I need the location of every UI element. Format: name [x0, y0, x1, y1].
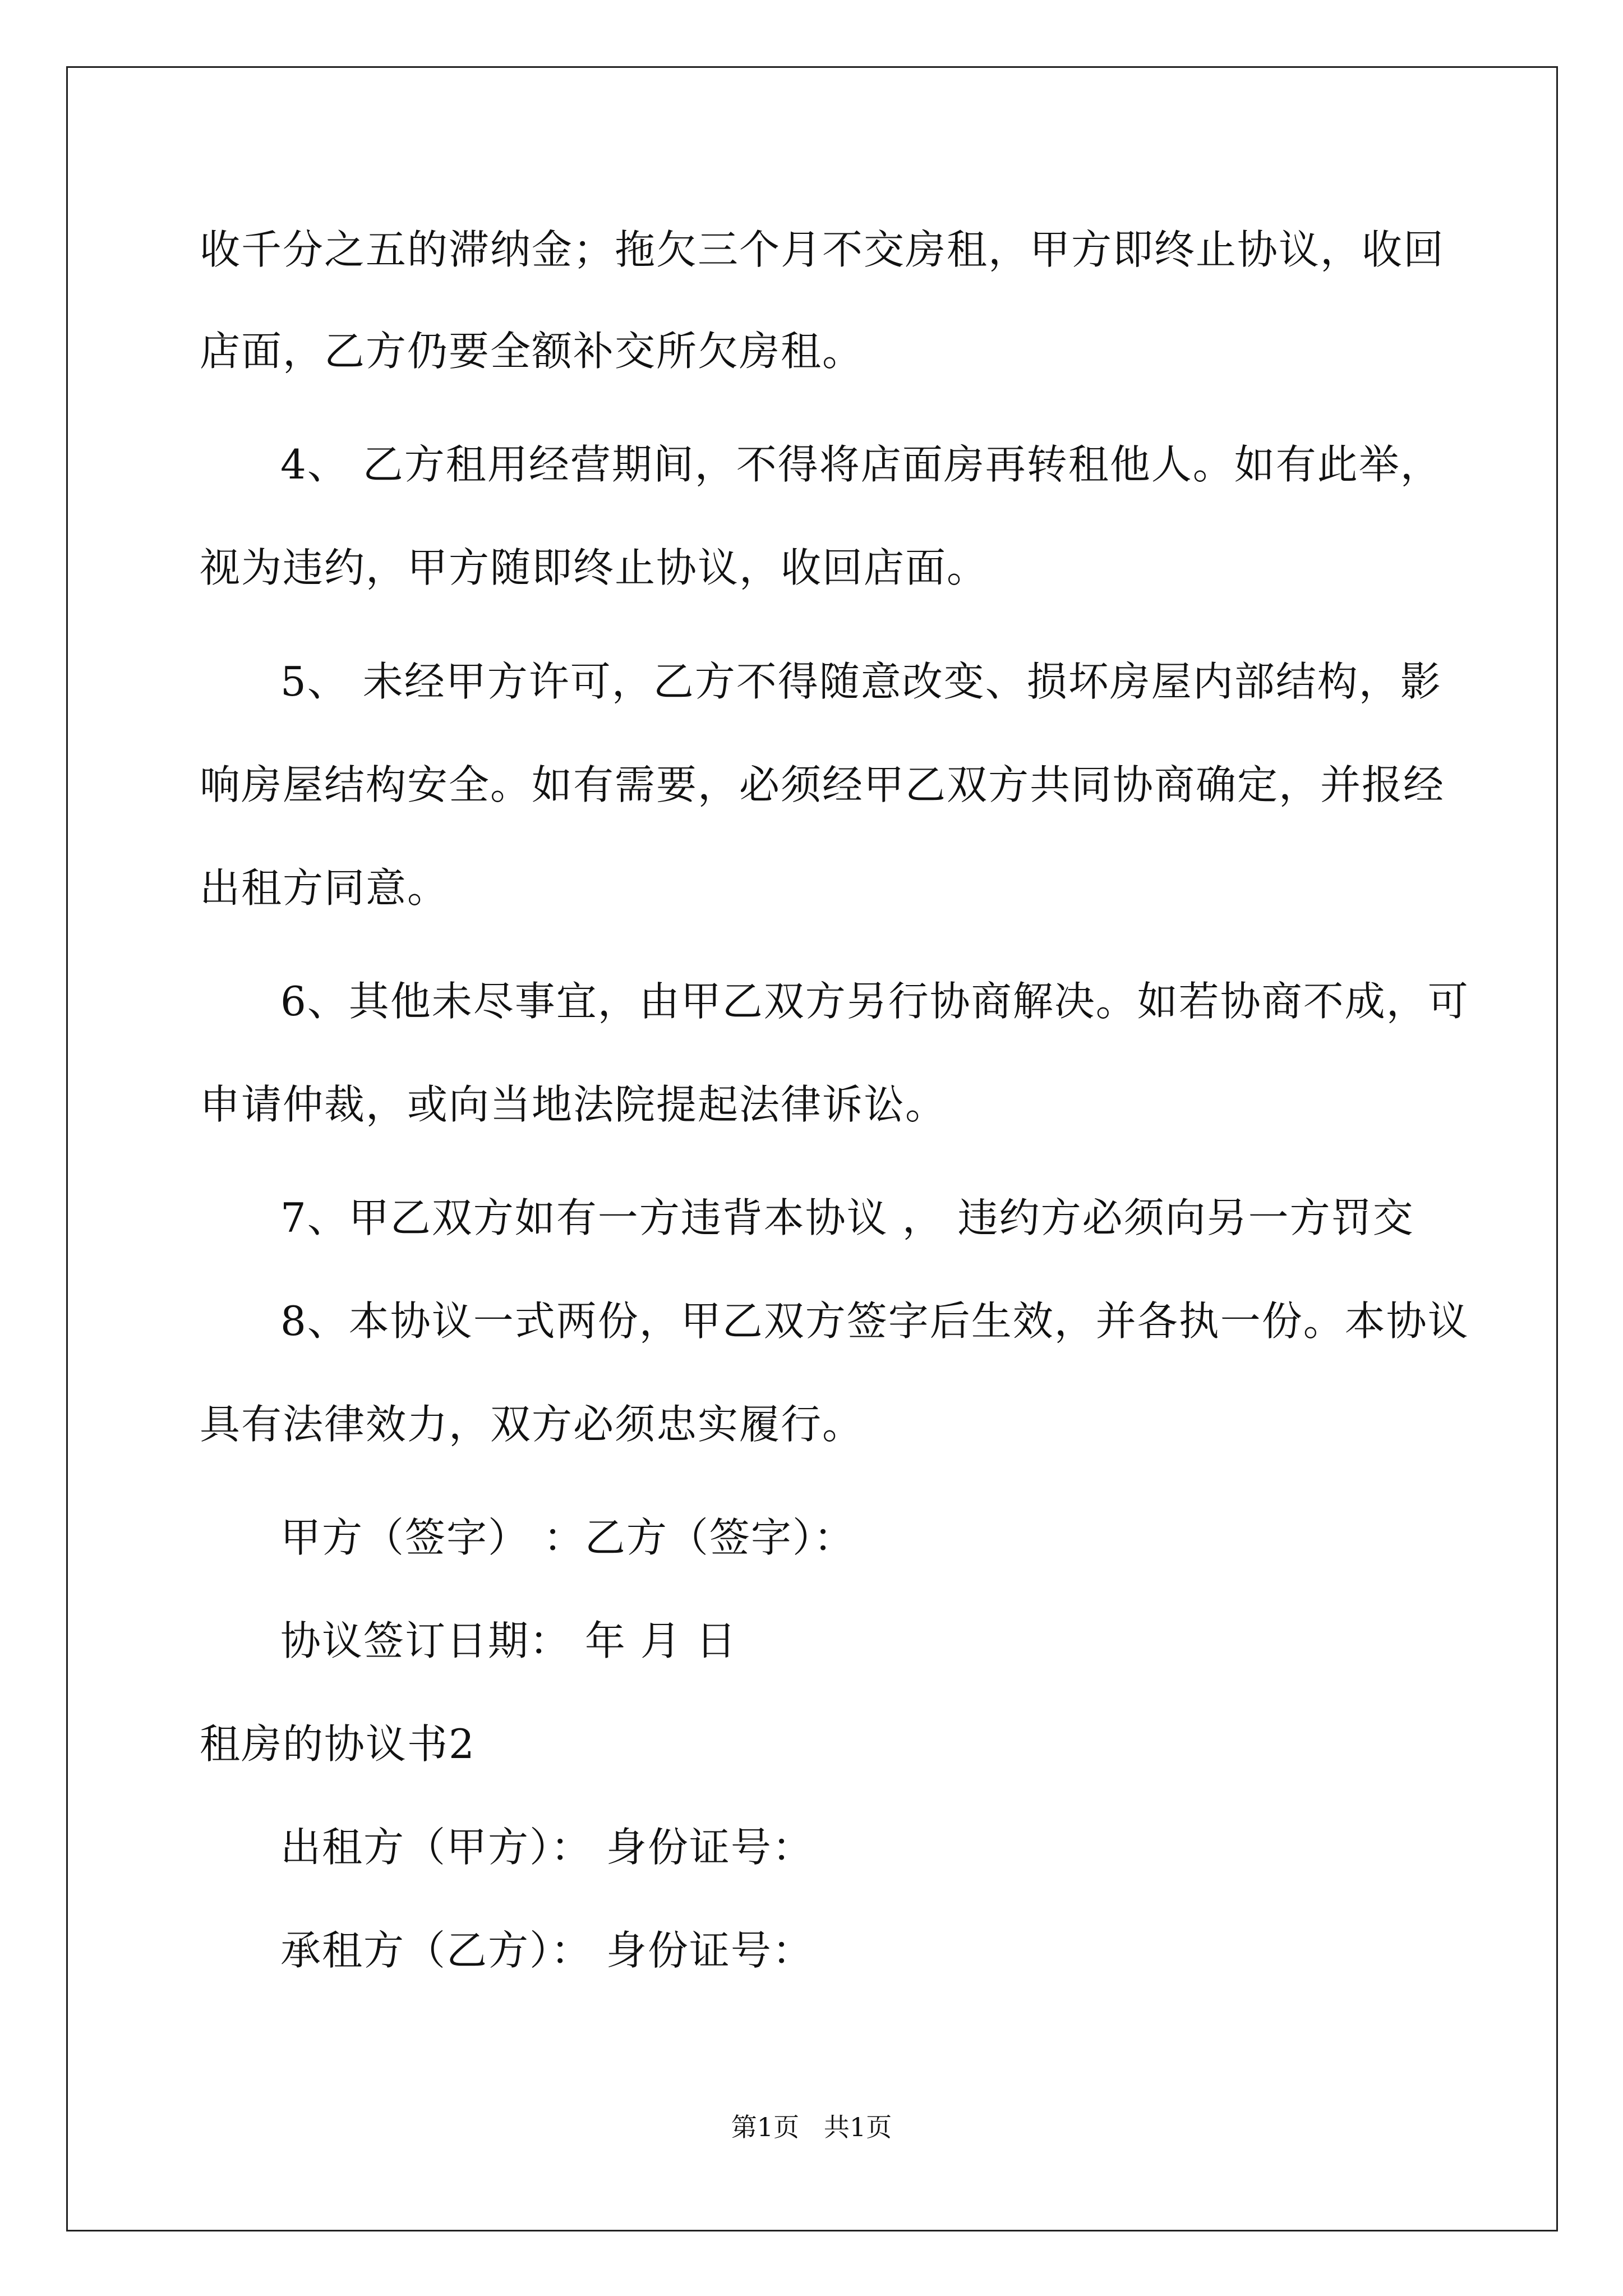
text-line: 6、其他未尽事宜，由甲乙双方另行协商解决。如若协商不成，可	[280, 978, 1469, 1025]
text-line: 具有法律效力，双方必须忠实履行。	[200, 1401, 864, 1448]
date-line: 协议签订日期： 年 月 日	[280, 1617, 737, 1664]
text-line: 收千分之五的滞纳金；拖欠三个月不交房租，甲方即终止协议，收回	[200, 226, 1445, 273]
text-line: 出租方同意。	[200, 864, 449, 912]
page-number: 第1页 共1页	[731, 2112, 892, 2142]
signature-line: 甲方（签字） ：乙方（签字）：	[280, 1514, 855, 1561]
page-border	[66, 66, 1558, 2231]
party-a-line: 出租方（甲方）： 身份证号：	[280, 1824, 814, 1871]
text-line: 响房屋结构安全。如有需要，必须经甲乙双方共同协商确定，并报经	[200, 761, 1445, 808]
party-b-line: 承租方（乙方）： 身份证号：	[280, 1927, 814, 1974]
section-heading: 租房的协议书2	[200, 1720, 476, 1768]
text-line: 7、甲乙双方如有一方违背本协议 ， 违约方必须向另一方罚交	[280, 1194, 1414, 1241]
text-line: 8、本协议一式两份，甲乙双方签字后生效，并各执一份。本协议	[280, 1297, 1469, 1345]
text-line: 店面，乙方仍要全额补交所欠房租。	[200, 328, 864, 375]
text-line: 视为违约，甲方随即终止协议，收回店面。	[200, 544, 989, 591]
text-line: 5、 未经甲方许可，乙方不得随意改变、损坏房屋内部结构，影	[280, 658, 1442, 705]
text-line: 4、 乙方租用经营期间，不得将店面房再转租他人。如有此举，	[280, 441, 1442, 488]
text-line: 申请仲裁，或向当地法院提起法律诉讼。	[200, 1081, 947, 1128]
